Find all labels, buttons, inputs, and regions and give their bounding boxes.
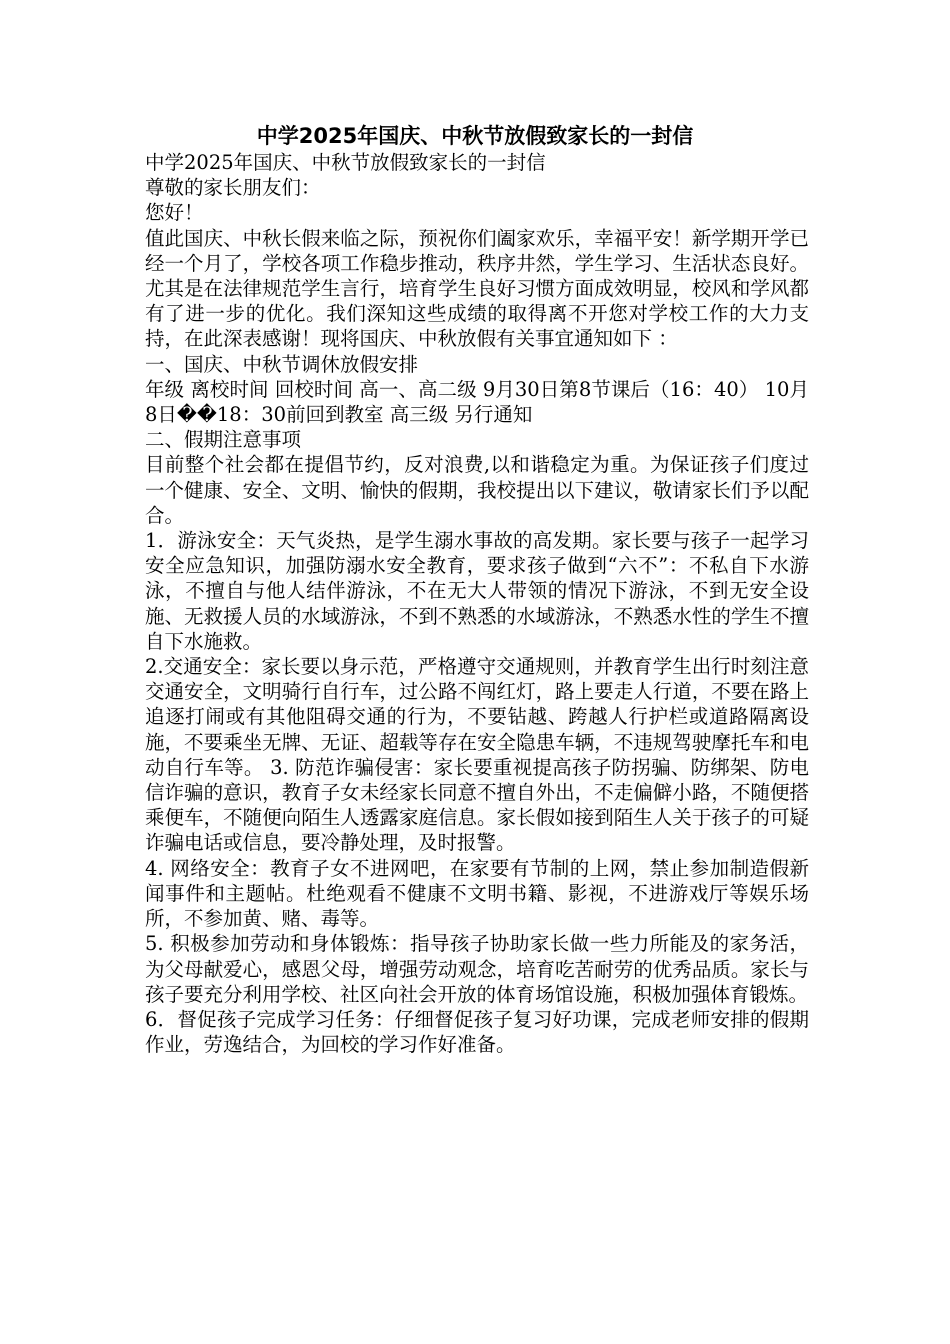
document-title: 中学2025年国庆、中秋节放假致家长的一封信	[256, 124, 694, 148]
intro-paragraph: 值此国庆、中秋长假来临之际，预祝你们阖家欢乐，幸福平安！新学期开学已经一个月了，学校各项工作稳步推动，秩序井然，学生学习、生活状态良好。尤其是在法律规范学生言行，培育学生良好习惯方面成效明显，校风和学风都有了进一步的优化。我们深知这些成绩的取得离不开您对学校工作的大力支持，在此深表感谢！现将国庆、中秋放假有关事宜通知如下 ：	[145, 226, 809, 351]
greeting: 您好！	[145, 201, 204, 225]
item-swimming-safety: 1．游泳安全：天气炎热，是学生溺水事故的高发期。家长要与孩子一起学习安全应急知识，加强防溺水安全教育，要求孩子做到“六不”：不私自下水游泳，不擅自与他人结伴游泳，不在无大人带领的情况下游泳，不到无安全设施、无救援人员的水域游泳，不到不熟悉的水域游泳，不熟悉水性的学生不擅自下水施救。	[145, 529, 809, 653]
item-internet-safety: 4. 网络安全：教育子女不进网吧，在家要有节制的上网，禁止参加制造假新闻事件和主题帖。杜绝观看不健康不文明书籍、影视，不进游戏厅等娱乐场所，不参加黄、赌、毒等。	[145, 856, 809, 931]
item-traffic-and-fraud-safety: 2.交通安全：家长要以身示范，严格遵守交通规则，并教育学生出行时刻注意交通安全，文明骑行自行车，过公路不闯红灯，路上要走人行道，不要在路上追逐打闹或有其他阻碍交通的行为，不要钻越、跨越人行护栏或道路隔离设施，不要乘坐无牌、无证、超载等存在安全隐患车辆，不违规驾驶摩托车和电动自行车等。 3. 防范诈骗侵害：家长要重视提高孩子防拐骗、防绑架、防电信诈骗的意识，教育子女未经家长同意不擅自外出，不走偏僻小路，不随便搭乘便车，不随便向陌生人透露家庭信息。家长假如接到陌生人关于孩子的可疑诈骗电话或信息，要冷静处理，及时报警。	[145, 655, 809, 855]
salutation: 尊敬的家长朋友们：	[145, 176, 321, 200]
subtitle-line: 中学2025年国庆、中秋节放假致家长的一封信	[145, 151, 546, 174]
notes-intro-paragraph: 目前整个社会都在提倡节约，反对浪费,以和谐稳定为重。为保证孩子们度过一个健康、安全、文明、愉快的假期，我校提出以下建议，敬请家长们予以配合。	[145, 453, 809, 527]
item-labor-and-exercise: 5. 积极参加劳动和身体锻炼：指导孩子协助家长做一些力所能及的家务活，为父母献爱心，感恩父母，增强劳动观念，培育吃苦耐劳的优秀品质。家长与孩子要充分利用学校、社区向社会开放的体育场馆设施，积极加强体育锻炼。	[145, 932, 809, 1006]
section-heading-notes: 二、假期注意事项	[145, 428, 302, 452]
schedule-paragraph: 年级 离校时间 回校时间 高一、高二级 9月30日第8节课后（16：40） 10月8日��18：30前回到教室 高三级 另行通知	[145, 377, 809, 427]
document-body	[145, 150, 809, 1057]
section-heading-schedule: 一、国庆、中秋节调休放假安排	[145, 352, 419, 376]
item-study-tasks: 6．督促孩子完成学习任务：仔细督促孩子复习好功课，完成老师安排的假期作业，劳逸结合，为回校的学习作好准备。	[145, 1007, 809, 1057]
